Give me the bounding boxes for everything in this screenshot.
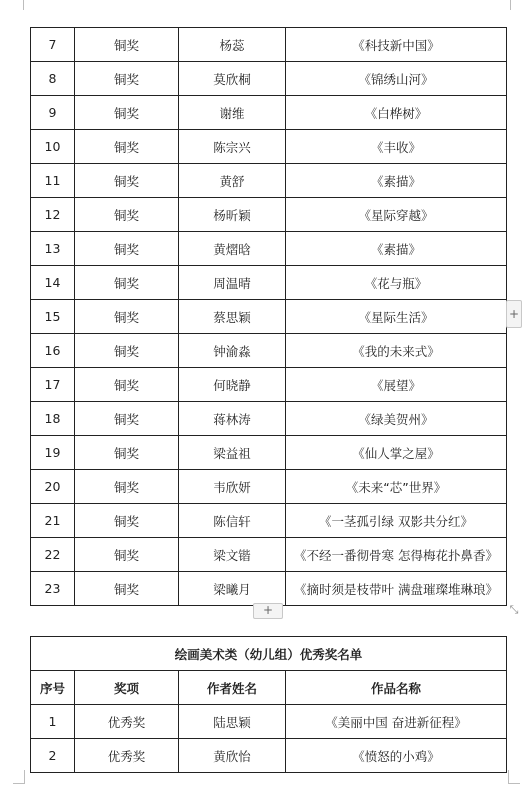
cell-no: 22 <box>31 538 75 572</box>
cell-no: 17 <box>31 368 75 402</box>
cell-author: 陈宗兴 <box>179 130 286 164</box>
cell-no: 15 <box>31 300 75 334</box>
cell-work: 《不经一番彻骨寒 怎得梅花扑鼻香》 <box>286 538 507 572</box>
cell-award: 铜奖 <box>75 402 179 436</box>
cell-author: 蒋林涛 <box>179 402 286 436</box>
cell-no: 1 <box>31 705 75 739</box>
table-row <box>31 232 507 266</box>
cell-no: 12 <box>31 198 75 232</box>
table-row <box>31 96 507 130</box>
page-margin-mark-bottom-left <box>13 770 25 784</box>
cell-work: 《美丽中国 奋进新征程》 <box>286 705 507 739</box>
cell-award: 优秀奖 <box>75 739 179 773</box>
table-row <box>31 28 507 62</box>
cell-award: 铜奖 <box>75 300 179 334</box>
cell-work: 《素描》 <box>286 164 507 198</box>
table-row <box>31 368 507 402</box>
cell-work: 《绿美贺州》 <box>286 402 507 436</box>
table-row <box>31 334 507 368</box>
cell-work: 《我的未来式》 <box>286 334 507 368</box>
page-margin-mark-top-left <box>13 0 24 10</box>
header-number: 序号 <box>31 671 75 705</box>
cell-work: 《白桦树》 <box>286 96 507 130</box>
cell-work: 《愤怒的小鸡》 <box>286 739 507 773</box>
cell-author: 周温晴 <box>179 266 286 300</box>
cell-no: 23 <box>31 572 75 606</box>
cell-author: 陆思颖 <box>179 705 286 739</box>
cell-work: 《锦绣山河》 <box>286 62 507 96</box>
add-row-button[interactable]: + <box>253 603 283 619</box>
cell-no: 9 <box>31 96 75 130</box>
table-row <box>31 300 507 334</box>
cell-work: 《星际生活》 <box>286 300 507 334</box>
cell-no: 7 <box>31 28 75 62</box>
cell-award: 铜奖 <box>75 334 179 368</box>
page-margin-mark-bottom-right <box>508 770 520 784</box>
cell-author: 杨昕颖 <box>179 198 286 232</box>
cell-award: 铜奖 <box>75 198 179 232</box>
table-row <box>31 164 507 198</box>
table-row <box>31 705 507 739</box>
header-work: 作品名称 <box>286 671 507 705</box>
table-row <box>31 266 507 300</box>
cell-award: 铜奖 <box>75 572 179 606</box>
cell-no: 19 <box>31 436 75 470</box>
cell-author: 梁文锴 <box>179 538 286 572</box>
cell-award: 铜奖 <box>75 436 179 470</box>
cell-author: 梁益祖 <box>179 436 286 470</box>
cell-no: 14 <box>31 266 75 300</box>
cell-author: 杨蕊 <box>179 28 286 62</box>
bronze-awards-table <box>30 27 507 606</box>
table-row <box>31 572 507 606</box>
cell-work: 《素描》 <box>286 232 507 266</box>
cell-award: 铜奖 <box>75 504 179 538</box>
cell-award: 优秀奖 <box>75 705 179 739</box>
cell-author: 黄舒 <box>179 164 286 198</box>
table-row <box>31 739 507 773</box>
cell-work: 《科技新中国》 <box>286 28 507 62</box>
table-row <box>31 62 507 96</box>
cell-author: 韦欣妍 <box>179 470 286 504</box>
cell-no: 10 <box>31 130 75 164</box>
cell-no: 16 <box>31 334 75 368</box>
cell-award: 铜奖 <box>75 164 179 198</box>
header-author: 作者姓名 <box>179 671 286 705</box>
excellence-awards-table <box>30 636 507 773</box>
cell-work: 《花与瓶》 <box>286 266 507 300</box>
cell-author: 黄熠晗 <box>179 232 286 266</box>
table-row <box>31 470 507 504</box>
cell-award: 铜奖 <box>75 130 179 164</box>
table-row <box>31 402 507 436</box>
cell-award: 铜奖 <box>75 62 179 96</box>
cell-award: 铜奖 <box>75 368 179 402</box>
cell-no: 18 <box>31 402 75 436</box>
cell-author: 黄欣怡 <box>179 739 286 773</box>
table-resize-handle[interactable]: ⤡ <box>509 603 519 616</box>
cell-author: 谢维 <box>179 96 286 130</box>
cell-no: 2 <box>31 739 75 773</box>
cell-award: 铜奖 <box>75 96 179 130</box>
cell-work: 《丰收》 <box>286 130 507 164</box>
table-row <box>31 436 507 470</box>
cell-work: 《未来“芯”世界》 <box>286 470 507 504</box>
cell-author: 钟渝淼 <box>179 334 286 368</box>
cell-no: 8 <box>31 62 75 96</box>
table-row <box>31 130 507 164</box>
cell-no: 11 <box>31 164 75 198</box>
cell-author: 陈信轩 <box>179 504 286 538</box>
bronze-awards-table-body <box>31 28 507 606</box>
cell-award: 铜奖 <box>75 232 179 266</box>
excellence-table-header-row <box>31 671 507 705</box>
header-award: 奖项 <box>75 671 179 705</box>
cell-work: 《仙人掌之屋》 <box>286 436 507 470</box>
excellence-table-title: 绘画美术类（幼儿组）优秀奖名单 <box>31 637 507 671</box>
cell-author: 何晓静 <box>179 368 286 402</box>
cell-work: 《摘时须是枝带叶 满盘璀璨堆琳琅》 <box>286 572 507 606</box>
cell-work: 《展望》 <box>286 368 507 402</box>
cell-no: 20 <box>31 470 75 504</box>
cell-work: 《一茎孤引绿 双影共分红》 <box>286 504 507 538</box>
table-row <box>31 504 507 538</box>
cell-author: 梁曦月 <box>179 572 286 606</box>
cell-no: 13 <box>31 232 75 266</box>
cell-award: 铜奖 <box>75 470 179 504</box>
cell-award: 铜奖 <box>75 28 179 62</box>
cell-work: 《星际穿越》 <box>286 198 507 232</box>
table-row <box>31 538 507 572</box>
cell-author: 蔡思颖 <box>179 300 286 334</box>
cell-author: 莫欣桐 <box>179 62 286 96</box>
table-row <box>31 198 507 232</box>
cell-award: 铜奖 <box>75 266 179 300</box>
add-column-button[interactable]: + <box>506 300 522 328</box>
cell-award: 铜奖 <box>75 538 179 572</box>
cell-no: 21 <box>31 504 75 538</box>
excellence-awards-table-body <box>31 637 507 773</box>
page-margin-mark-top-right <box>510 0 521 10</box>
